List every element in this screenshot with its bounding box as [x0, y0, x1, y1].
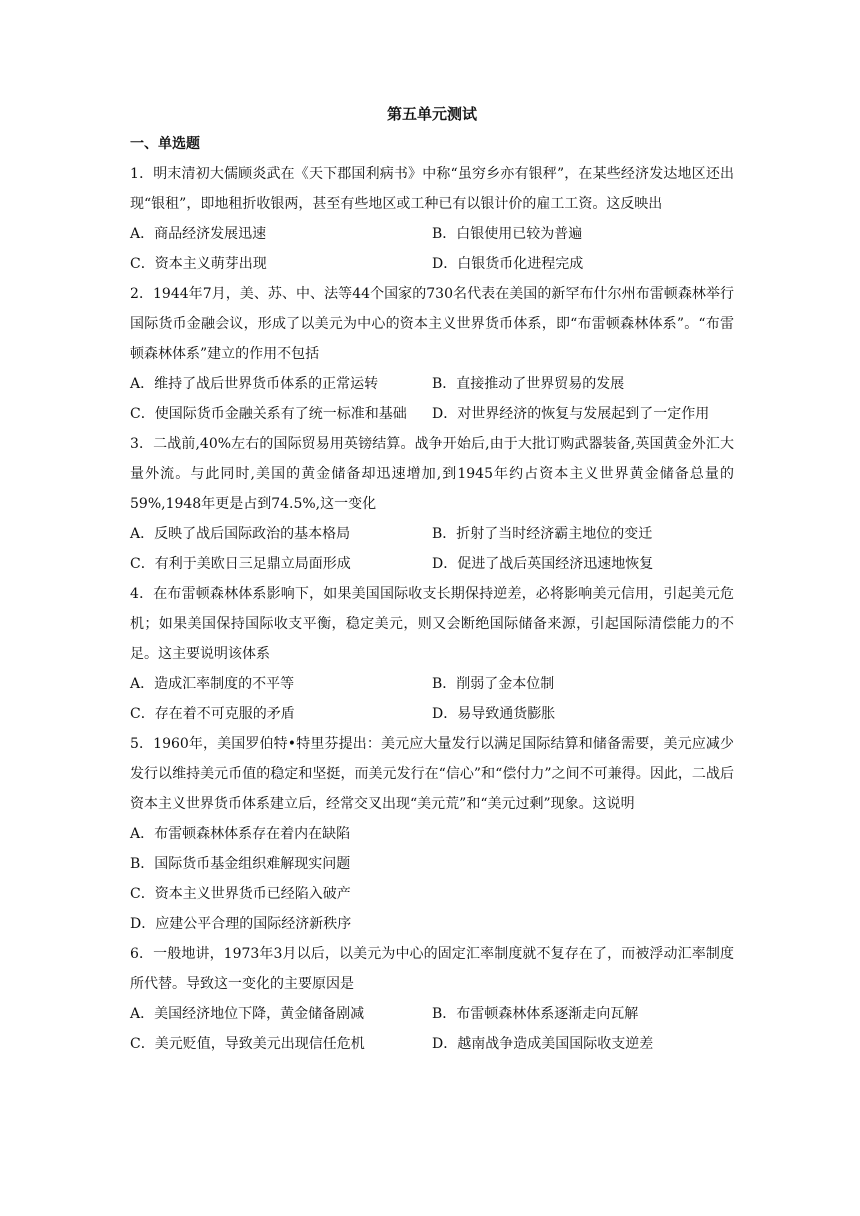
question-stem: 6．一般地讲，1973年3月以后，以美元为中心的固定汇率制度就不复存在了，而被浮动汇率制度所代替。导致这一变化的主要原因是: [130, 946, 734, 992]
option-d: D．对世界经济的恢复与发展起到了一定作用: [432, 406, 710, 422]
option-d: D．促进了战后英国经济迅速地恢复: [432, 556, 654, 572]
option-list: [130, 519, 734, 579]
option-a: A．美国经济地位下降，黄金储备剧减: [130, 1006, 365, 1022]
page-title: 第五单元测试: [386, 105, 477, 123]
option-c: C．有利于美欧日三足鼎立局面形成: [130, 556, 351, 572]
option-b: B．直接推动了世界贸易的发展: [432, 376, 625, 392]
option-c: C．存在着不可克服的矛盾: [130, 706, 295, 722]
option-c: C．资本主义萌芽出现: [130, 256, 267, 272]
option-b: B．白银使用已较为普遍: [432, 226, 583, 242]
option-b: B．折射了当时经济霸主地位的变迁: [432, 526, 653, 542]
question-6: [130, 939, 734, 1059]
option-list: [130, 219, 734, 279]
option-c: C．使国际货币金融关系有了统一标准和基础: [130, 406, 407, 422]
option-a: A．造成汇率制度的不平等: [130, 676, 295, 692]
option-d: D．应建公平合理的国际经济新秩序: [130, 916, 352, 932]
option-d: D．越南战争造成美国国际收支逆差: [432, 1036, 654, 1052]
question-list: [130, 159, 734, 1059]
option-list: [130, 819, 734, 939]
option-c: C．美元贬值，导致美元出现信任危机: [130, 1036, 365, 1052]
option-c: C．资本主义世界货币已经陷入破产: [130, 886, 351, 902]
option-d: D．易导致通货膨胀: [432, 706, 556, 722]
option-list: [130, 369, 734, 429]
question-stem: 4．在布雷顿森林体系影响下，如果美国国际收支长期保持逆差，必将影响美元信用，引起美元危机；如果美国保持国际收支平衡，稳定美元，则又会断绝国际储备来源，引起国际清偿能力的不足。这主要说明该体系: [130, 586, 734, 662]
option-a: A．商品经济发展迅速: [130, 226, 267, 242]
option-b: B．布雷顿森林体系逐渐走向瓦解: [432, 1006, 639, 1022]
option-a: A．布雷顿森林体系存在着内在缺陷: [130, 826, 351, 842]
question-stem: 5．1960年，美国罗伯特•特里芬提出：美元应大量发行以满足国际结算和储备需要，美元应减少发行以维持美元币值的稳定和坚挺，而美元发行在“信心”和“偿付力”之间不可兼得。因此，二战后资本主义世界货币体系建立后，经常交叉出现“美元荒”和“美元过剩”现象。这说明: [130, 736, 734, 812]
question-1: [130, 159, 734, 279]
question-5: [130, 729, 734, 939]
option-a: A．反映了战后国际政治的基本格局: [130, 526, 351, 542]
question-stem: 2．1944年7月，美、苏、中、法等44个国家的730名代表在美国的新罕布什尔州布雷顿森林举行国际货币金融会议，形成了以美元为中心的资本主义世界货币体系，即“布雷顿森林体系”。“布雷顿森林体系”建立的作用不包括: [130, 286, 734, 362]
option-d: D．白银货币化进程完成: [432, 256, 584, 272]
question-4: [130, 579, 734, 729]
option-b: B．国际货币基金组织难解现实问题: [130, 856, 351, 872]
question-stem: 1．明末清初大儒顾炎武在《天下郡国利病书》中称“虽穷乡亦有银秤”，在某些经济发达地区还出现“银租”，即地租折收银两，甚至有些地区或工种已有以银计价的雇工工资。这反映出: [130, 166, 734, 212]
question-2: [130, 279, 734, 429]
section-heading: 一、单选题: [130, 136, 200, 152]
option-b: B．削弱了金本位制: [432, 676, 555, 692]
question-stem: 3．二战前,40%左右的国际贸易用英镑结算。战争开始后,由于大批订购武器装备,英国黄金外汇大量外流。与此同时,美国的黄金储备却迅速增加,到1945年约占资本主义世界黄金储备总量的59%,1948年更是占到74.5%,这一变化: [130, 436, 734, 512]
option-list: [130, 999, 734, 1059]
option-list: [130, 669, 734, 729]
question-3: [130, 429, 734, 579]
option-a: A．维持了战后世界货币体系的正常运转: [130, 376, 379, 392]
